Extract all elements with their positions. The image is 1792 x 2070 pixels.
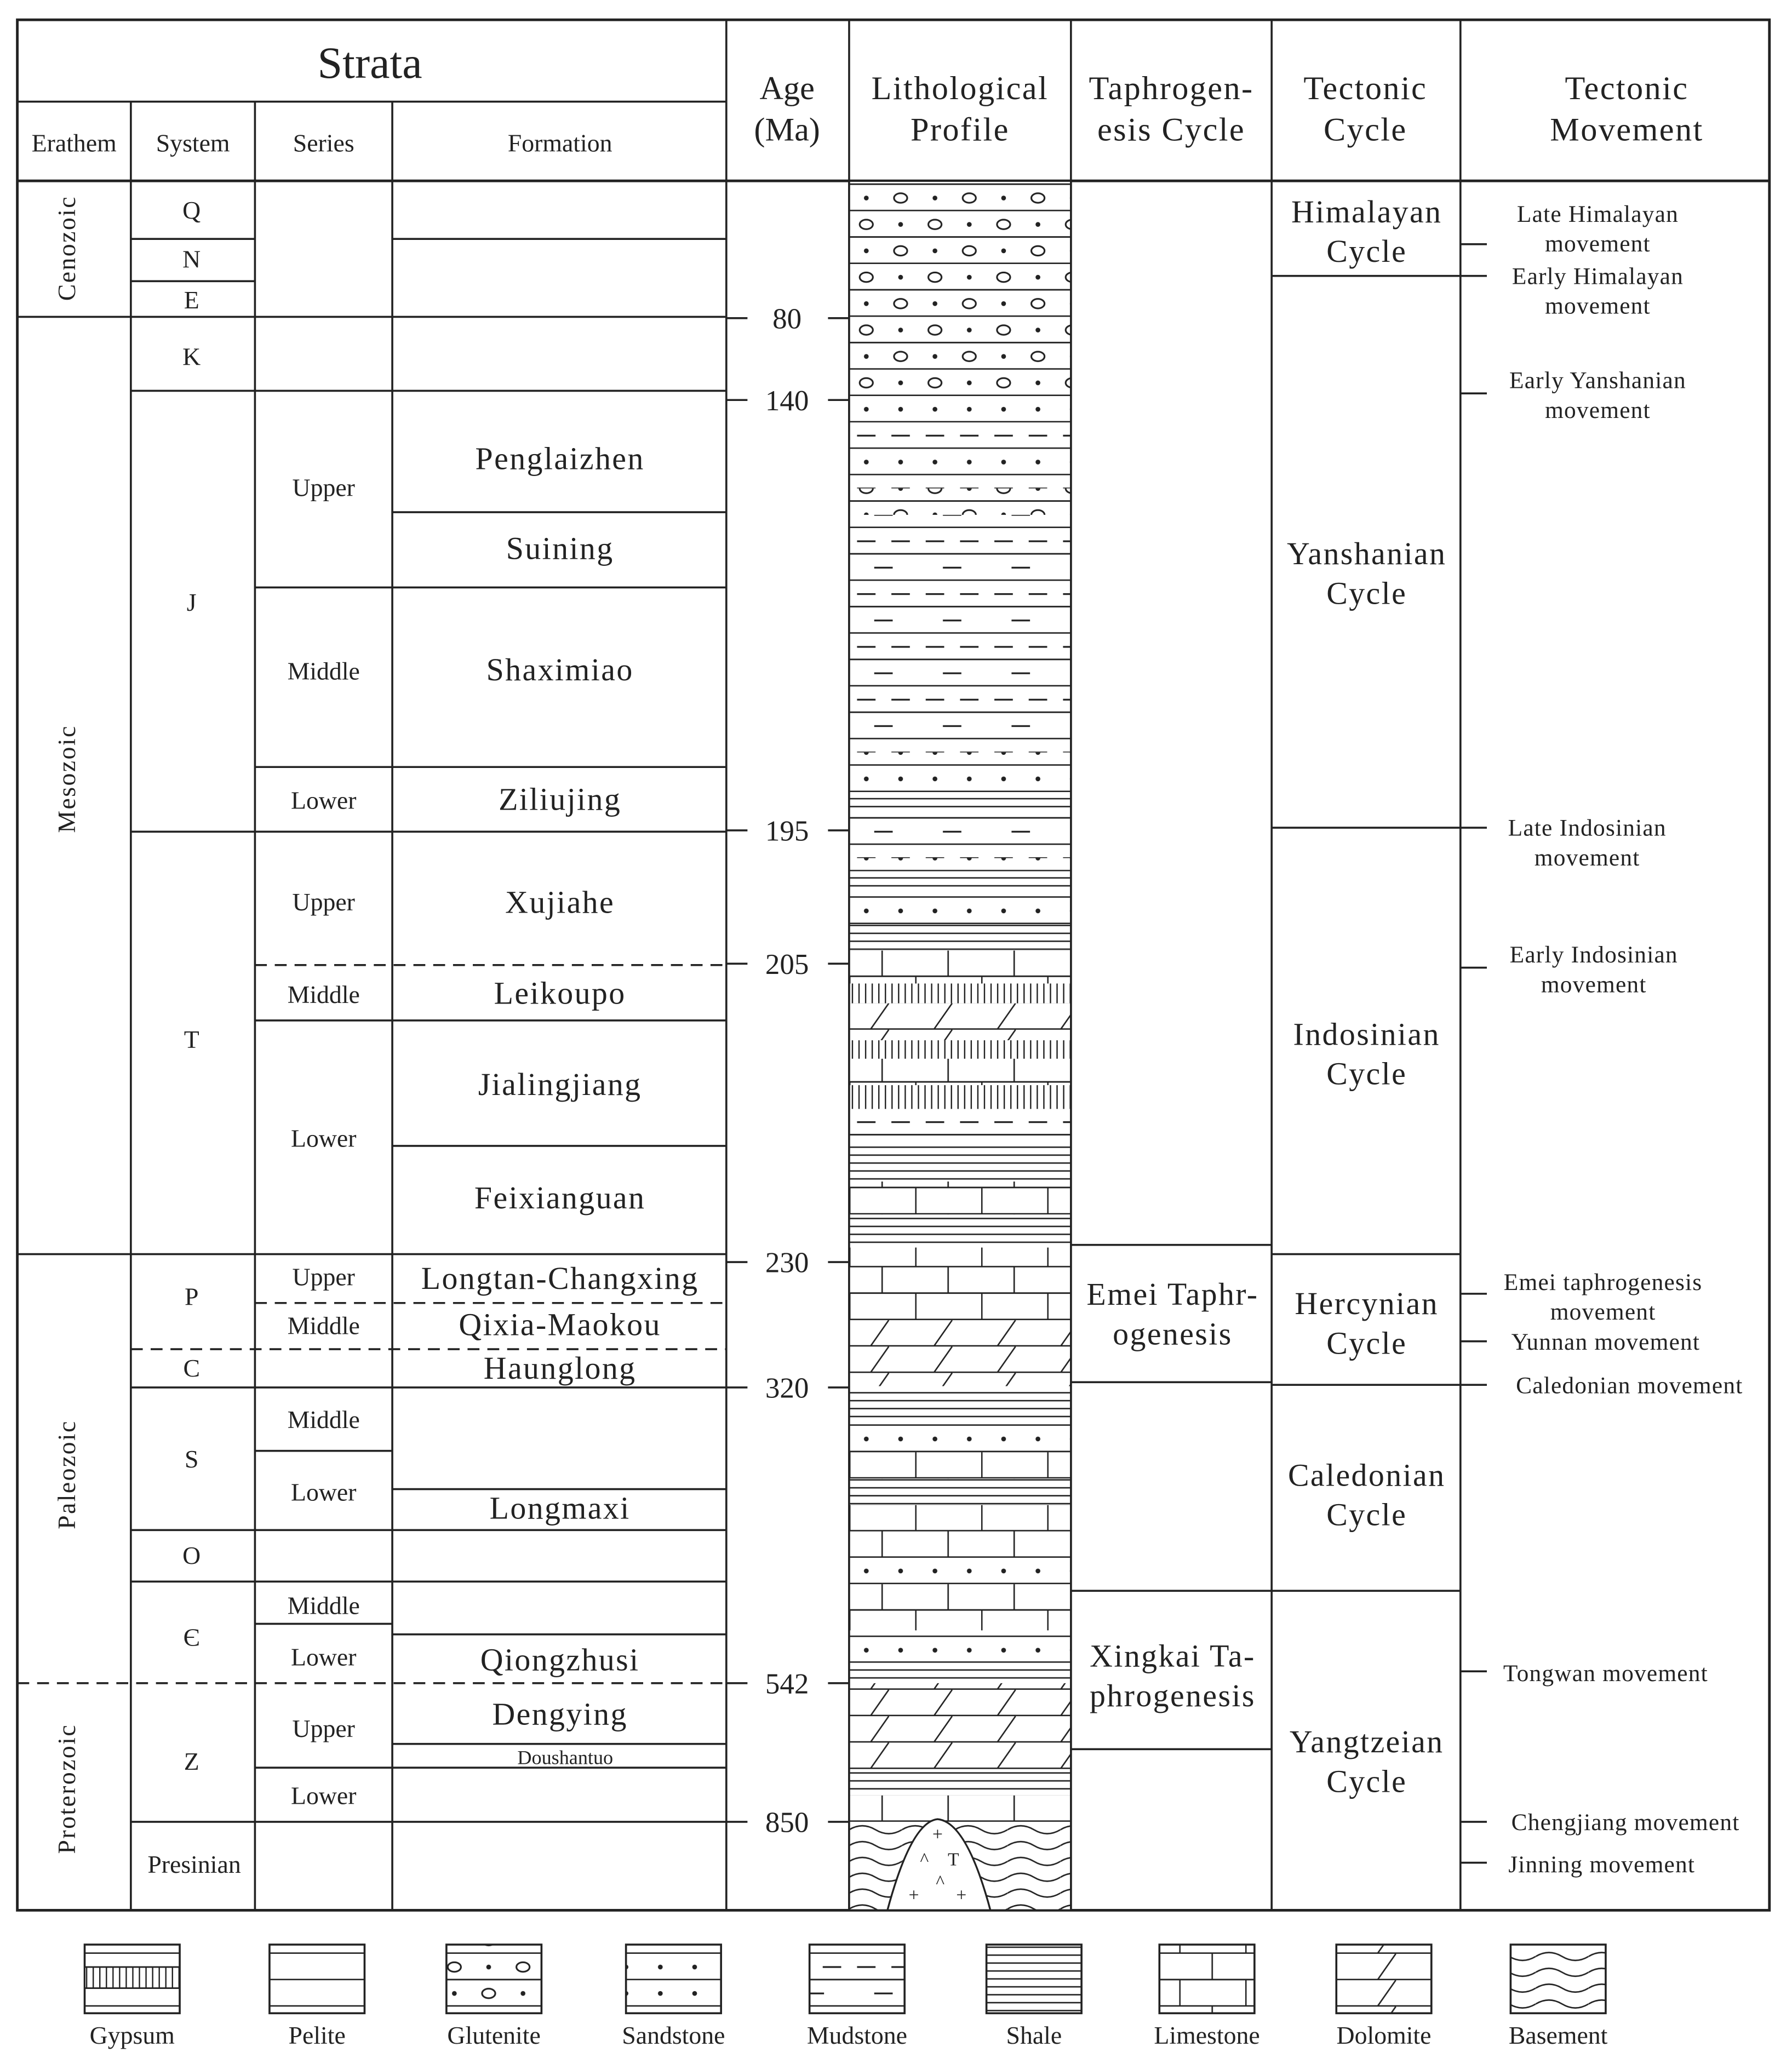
lithology-layer-mudstone xyxy=(849,1109,1071,1145)
taphrogenesis-cycle-header-text: esis Cycle xyxy=(1097,111,1246,148)
series-label-text: Lower xyxy=(290,1124,357,1152)
erathem-proterozoic-text: Proterozoic xyxy=(52,1723,81,1854)
erathem-header-text: Erathem xyxy=(31,129,117,157)
tectonic-movement-text: movement xyxy=(1545,397,1651,423)
system-label xyxy=(184,1747,199,1775)
legend-label: Basement xyxy=(1508,2021,1608,2049)
legend-label: Mudstone xyxy=(806,2021,907,2049)
legend-item-shale xyxy=(987,1945,1082,2049)
legend-label: Gypsum xyxy=(89,2021,175,2049)
tectonic-movement-text: Yunnan movement xyxy=(1511,1328,1701,1355)
formation-label-text: Haunglong xyxy=(483,1350,637,1386)
system-label-text: O xyxy=(182,1541,201,1570)
tectonic-movement-text: movement xyxy=(1541,971,1647,998)
system-label-text: E xyxy=(184,286,199,314)
series-label xyxy=(288,980,360,1008)
legend-label: Glutenite xyxy=(447,2021,541,2049)
tectonic-movement xyxy=(1512,1329,1701,1355)
series-label-text: Upper xyxy=(292,1263,355,1291)
erathem-cenozoic xyxy=(53,196,81,301)
formation-label-text: Leikoupo xyxy=(494,975,626,1011)
lithology-layer-limestone xyxy=(849,1796,1071,1822)
system-label xyxy=(182,196,201,224)
strata-heading-text: Strata xyxy=(317,37,422,88)
tectonic-cycle-text: Cycle xyxy=(1326,1496,1407,1533)
erathem-mesozoic-text: Mesozoic xyxy=(52,725,81,833)
legend-swatch xyxy=(987,1945,1082,2013)
system-label xyxy=(182,343,201,371)
series-header xyxy=(293,129,354,157)
system-label xyxy=(182,1541,201,1569)
series-label-text: Lower xyxy=(290,1478,357,1506)
age-label xyxy=(765,1373,809,1404)
lithology-layer-shale xyxy=(849,1386,1071,1419)
formation-label-text: Ziliujing xyxy=(499,781,622,817)
tectonic-cycle-text: Cycle xyxy=(1326,1325,1407,1361)
tectonic-movement xyxy=(1503,1660,1708,1687)
series-label xyxy=(291,1125,356,1152)
taphrogenesis-cycle-text: Xingkai Ta- xyxy=(1090,1638,1256,1674)
intrusion-symbol: ^ xyxy=(936,1872,945,1893)
series-label-text: Middle xyxy=(287,657,360,685)
formation-label xyxy=(499,781,621,817)
system-label-text: S xyxy=(184,1445,199,1473)
system-label-text: T xyxy=(184,1025,199,1053)
system-label-text: C xyxy=(183,1354,200,1382)
tectonic-movement-text: movement xyxy=(1545,293,1651,319)
tectonic-cycle xyxy=(1287,536,1446,611)
formation-label xyxy=(517,1746,613,1768)
lithology-layer-dolomite xyxy=(849,1004,1071,1040)
formation-label-text: Xujiahe xyxy=(505,884,615,920)
taphrogenesis-cycle xyxy=(1090,1638,1256,1713)
tectonic-movement xyxy=(1517,201,1679,257)
age-label-text: 230 xyxy=(765,1247,809,1279)
legend-swatch xyxy=(626,1945,722,2013)
series-label xyxy=(288,1406,360,1433)
tectonic-movement-text: movement xyxy=(1550,1298,1656,1325)
age-header xyxy=(754,70,820,148)
formation-label xyxy=(486,652,634,687)
tectonic-cycle-header-text: Cycle xyxy=(1323,111,1407,148)
legend-label: Shale xyxy=(1006,2021,1062,2049)
series-label xyxy=(293,888,355,916)
age-header-text: Age xyxy=(759,70,815,107)
system-label xyxy=(187,588,197,616)
system-label-text: K xyxy=(182,342,201,371)
age-header-text: (Ma) xyxy=(754,111,820,148)
tectonic-cycle-header-text: Tectonic xyxy=(1303,70,1428,107)
series-label-text: Middle xyxy=(287,1591,360,1620)
system-label xyxy=(184,1025,199,1053)
formation-label xyxy=(478,1066,642,1102)
intrusion-symbol: + xyxy=(908,1885,919,1906)
tectonic-cycle-text: Caledonian xyxy=(1287,1457,1446,1493)
formation-label xyxy=(505,884,615,920)
formation-label xyxy=(506,530,614,566)
tectonic-movement xyxy=(1508,1851,1695,1878)
tectonic-movement-text: Late Himalayan xyxy=(1516,201,1679,228)
series-label-text: Upper xyxy=(292,473,355,502)
tectonic-cycle-text: Cycle xyxy=(1326,233,1407,269)
lithology-layer-dolomite xyxy=(849,1683,1071,1769)
tectonic-movement-text: movement xyxy=(1534,844,1640,871)
tectonic-cycle xyxy=(1291,194,1442,269)
formation-label-text: Shaximiao xyxy=(486,652,634,688)
intrusion-symbol: + xyxy=(932,1824,943,1845)
series-label xyxy=(291,1643,356,1671)
tectonic-movement xyxy=(1510,942,1678,997)
erathem-proterozoic xyxy=(53,1724,81,1854)
tectonic-movement-text: Early Himalayan xyxy=(1512,263,1684,290)
age-label xyxy=(765,1807,809,1838)
series-label xyxy=(293,473,355,501)
series-label-text: Lower xyxy=(290,1781,357,1810)
legend-label: Limestone xyxy=(1154,2021,1260,2049)
intrusion-symbol: T xyxy=(948,1849,959,1870)
series-label xyxy=(291,1478,356,1506)
lithology-layer-sandstone xyxy=(849,887,1071,924)
tectonic-cycle-text: Cycle xyxy=(1326,1056,1407,1092)
formation-header-text: Formation xyxy=(507,129,612,157)
lithology-layer-mudstone xyxy=(849,515,1071,753)
lithology-layer-limestone xyxy=(849,950,1071,983)
formation-label xyxy=(459,1307,661,1343)
age-label xyxy=(765,385,809,417)
legend-swatch xyxy=(270,1945,365,2013)
lithology-layer-sandstone xyxy=(849,396,1071,422)
series-label xyxy=(293,1715,355,1742)
lithology-layer-sandstone xyxy=(849,1630,1071,1656)
lithological-profile-header-text: Lithological xyxy=(871,70,1049,107)
lithology-layer-sandstone xyxy=(849,1419,1071,1452)
series-label xyxy=(293,1263,355,1291)
tectonic-cycle-text: Cycle xyxy=(1326,1763,1407,1799)
formation-label-text: Longmaxi xyxy=(489,1490,631,1526)
age-label-text: 140 xyxy=(765,385,809,417)
tectonic-movement-text: Caledonian movement xyxy=(1516,1372,1743,1399)
tectonic-movement xyxy=(1512,1809,1740,1836)
tectonic-cycle-text: Himalayan xyxy=(1291,193,1442,230)
lithology-layer-sandstone xyxy=(849,449,1071,475)
tectonic-cycle xyxy=(1290,1724,1444,1799)
series-label xyxy=(291,1782,356,1810)
legend-item-limestone xyxy=(1154,1945,1259,2049)
erathem-paleozoic-text: Paleozoic xyxy=(52,1420,81,1529)
formation-label-text: Feixianguan xyxy=(474,1180,646,1216)
lithology-layer-limestone xyxy=(849,1505,1071,1557)
tectonic-movement-text: movement xyxy=(1545,231,1651,257)
age-label xyxy=(765,1668,809,1700)
legend-swatch xyxy=(810,1945,905,2013)
lithology-layer-glutenite xyxy=(849,181,1071,396)
formation-label xyxy=(474,1180,645,1215)
tectonic-movement-text: Tongwan movement xyxy=(1503,1660,1708,1687)
lithology-layer-sandstone xyxy=(849,858,1071,871)
strata-heading xyxy=(318,38,422,88)
tectonic-movement xyxy=(1516,1372,1743,1398)
system-header-text: System xyxy=(156,129,230,157)
series-label xyxy=(288,657,360,685)
legend-swatch xyxy=(1510,1945,1606,2013)
formation-label xyxy=(476,441,645,477)
system-label-text: J xyxy=(186,588,197,617)
taphrogenesis-cycle-text: phrogenesis xyxy=(1090,1677,1256,1713)
system-header xyxy=(156,129,230,157)
formation-label-text: Dengying xyxy=(492,1696,628,1732)
lithology-layer-limestone xyxy=(849,1584,1071,1630)
tectonic-cycle-text: Hercynian xyxy=(1295,1285,1439,1321)
legend-label: Sandstone xyxy=(622,2021,725,2049)
series-header-text: Series xyxy=(293,129,354,157)
lithology-layer-gypsum xyxy=(849,984,1071,1004)
lithology-layer-mudstone xyxy=(849,475,1071,489)
system-label-text: Z xyxy=(184,1747,199,1776)
erathem-header xyxy=(32,129,117,157)
taphrogenesis-cycle xyxy=(1086,1276,1258,1351)
tectonic-movement-text: Jinning movement xyxy=(1508,1851,1696,1878)
lithology-layer-shale xyxy=(849,1478,1071,1505)
system-label xyxy=(183,1354,200,1382)
tectonic-cycle xyxy=(1288,1457,1445,1532)
legend-item-mudstone xyxy=(807,1945,907,2049)
tectonic-cycle xyxy=(1295,1286,1439,1361)
lithology-layer-shale xyxy=(849,924,1071,950)
lithology-layer-sandstone xyxy=(849,753,1071,792)
formation-label-text: Qiongzhusi xyxy=(480,1642,640,1678)
tectonic-movement-header-text: Tectonic xyxy=(1565,70,1689,107)
legend xyxy=(85,1945,1608,2049)
lithology-layer-gypsum xyxy=(849,1040,1071,1059)
lithological-profile-header xyxy=(872,70,1049,148)
series-label-text: Middle xyxy=(287,1405,360,1433)
lithology-layer-sandstone xyxy=(849,1558,1071,1584)
system-label xyxy=(182,245,201,273)
lithology-layer-shale xyxy=(849,1657,1071,1683)
lithology-layer-shale xyxy=(849,1146,1071,1182)
series-label-text: Lower xyxy=(290,786,357,815)
formation-label xyxy=(490,1490,631,1526)
system-label-text: Presinian xyxy=(147,1850,241,1879)
tectonic-movement xyxy=(1512,263,1684,319)
lithology-layer-shale xyxy=(849,1769,1071,1796)
erathem-mesozoic xyxy=(53,725,81,833)
formation-label xyxy=(492,1696,627,1732)
tectonic-cycle-text: Indosinian xyxy=(1293,1016,1440,1052)
lithology-layer-limestone xyxy=(849,1182,1071,1214)
legend-item-basement xyxy=(1509,1945,1608,2049)
legend-label: Pelite xyxy=(288,2021,346,2049)
legend-swatch-band xyxy=(85,1967,180,1988)
taphrogenesis-cycle-text: Emei Taphr- xyxy=(1086,1276,1259,1312)
lithology-layer-limestone xyxy=(849,1452,1071,1478)
taphrogenesis-cycle-header xyxy=(1089,70,1254,148)
lithological-profile xyxy=(849,181,1071,1910)
formation-label-text: Jialingjiang xyxy=(478,1066,642,1102)
legend-item-dolomite xyxy=(1336,1945,1432,2049)
tectonic-cycle-text: Yanshanian xyxy=(1287,536,1447,572)
legend-label: Dolomite xyxy=(1336,2021,1432,2049)
erathem-paleozoic xyxy=(53,1420,81,1529)
tectonic-cycle xyxy=(1293,1016,1440,1091)
lithology-layer-mudstone xyxy=(849,422,1071,449)
tectonic-cycle-header xyxy=(1303,70,1427,148)
tectonic-movement-text: Early Indosinian xyxy=(1509,942,1678,968)
tectonic-movement xyxy=(1509,368,1686,423)
series-label xyxy=(291,787,356,815)
system-label xyxy=(147,1850,241,1878)
tectonic-movement-text: Emei taphrogenesis xyxy=(1503,1269,1703,1295)
series-label xyxy=(288,1312,360,1340)
formation-label-text: Suining xyxy=(506,530,614,566)
tectonic-cycle-text: Cycle xyxy=(1326,575,1407,611)
system-label xyxy=(185,1283,198,1311)
system-label xyxy=(184,1624,200,1652)
age-label xyxy=(765,815,809,847)
age-label-text: 542 xyxy=(765,1668,809,1700)
formation-label-text: Longtan-Changxing xyxy=(421,1260,699,1297)
tectonic-movement-header-text: Movement xyxy=(1550,111,1704,148)
series-label xyxy=(288,1592,360,1620)
lithology-layer-shale xyxy=(849,871,1071,887)
formation-label-text: Doushantuo xyxy=(517,1746,614,1769)
lithology-layer-glutenite xyxy=(849,489,1071,515)
formation-label-text: Penglaizhen xyxy=(475,440,645,477)
erathem-cenozoic-text: Cenozoic xyxy=(52,196,81,301)
legend-swatch xyxy=(446,1945,542,2013)
series-label-text: Middle xyxy=(287,980,360,1008)
tectonic-movement xyxy=(1504,1269,1703,1325)
taphrogenesis-cycle-text: ogenesis xyxy=(1113,1316,1233,1352)
series-label-text: Lower xyxy=(290,1643,357,1671)
intrusion-symbol: ^ xyxy=(920,1849,929,1870)
system-label-text: Є xyxy=(183,1623,200,1652)
tectonic-movement xyxy=(1508,815,1667,871)
series-label-text: Upper xyxy=(292,1714,355,1742)
tectonic-movement-text: Late Indosinian xyxy=(1508,815,1667,841)
legend-swatch xyxy=(1159,1945,1255,2013)
taphrogenesis-cycle-header-text: Taphrogen- xyxy=(1089,70,1254,107)
system-label-text: P xyxy=(184,1282,199,1311)
legend-item-gypsum xyxy=(85,1945,180,2049)
formation-label xyxy=(480,1642,640,1678)
legend-swatch xyxy=(1336,1945,1432,2013)
formation-label xyxy=(494,976,626,1011)
legend-item-glutenite xyxy=(446,1945,542,2049)
age-label xyxy=(765,1247,809,1279)
system-label-text: Q xyxy=(182,196,201,225)
lithology-layer-dolomite xyxy=(849,1320,1071,1386)
age-label-text: 80 xyxy=(772,303,802,335)
tectonic-movement-header xyxy=(1550,70,1703,148)
tectonic-cycle-text: Yangtzeian xyxy=(1289,1724,1444,1760)
age-label-text: 320 xyxy=(765,1372,809,1404)
tectonic-movement-text: Chengjiang movement xyxy=(1511,1809,1740,1836)
age-label-text: 205 xyxy=(765,948,809,980)
system-label xyxy=(185,1445,198,1473)
series-label-text: Middle xyxy=(287,1311,360,1340)
age-label xyxy=(772,303,801,335)
formation-header xyxy=(508,129,612,157)
lithology-layer-limestone xyxy=(849,1248,1071,1321)
legend-item-pelite xyxy=(270,1945,365,2049)
lithology-layer-limestone xyxy=(849,1059,1071,1085)
system-label-text: N xyxy=(182,245,201,273)
formation-label-text: Qixia-Maokou xyxy=(459,1306,661,1343)
formation-label xyxy=(484,1350,637,1386)
lithological-profile-header-text: Profile xyxy=(910,111,1010,148)
series-label-text: Upper xyxy=(292,888,355,916)
age-label-text: 195 xyxy=(765,815,809,847)
tectonic-movement-text: Early Yanshanian xyxy=(1509,367,1686,394)
formation-label xyxy=(421,1260,699,1296)
legend-item-sandstone xyxy=(622,1945,725,2049)
intrusion-symbol: + xyxy=(956,1885,967,1906)
age-label xyxy=(765,949,809,980)
age-label-text: 850 xyxy=(765,1807,809,1839)
lithology-layer-shale xyxy=(849,1214,1071,1247)
lithology-layer-gypsum xyxy=(849,1085,1071,1109)
lithology-layer-mudstone xyxy=(849,812,1071,858)
system-label xyxy=(184,286,199,314)
lithology-layer-shale xyxy=(849,792,1071,812)
